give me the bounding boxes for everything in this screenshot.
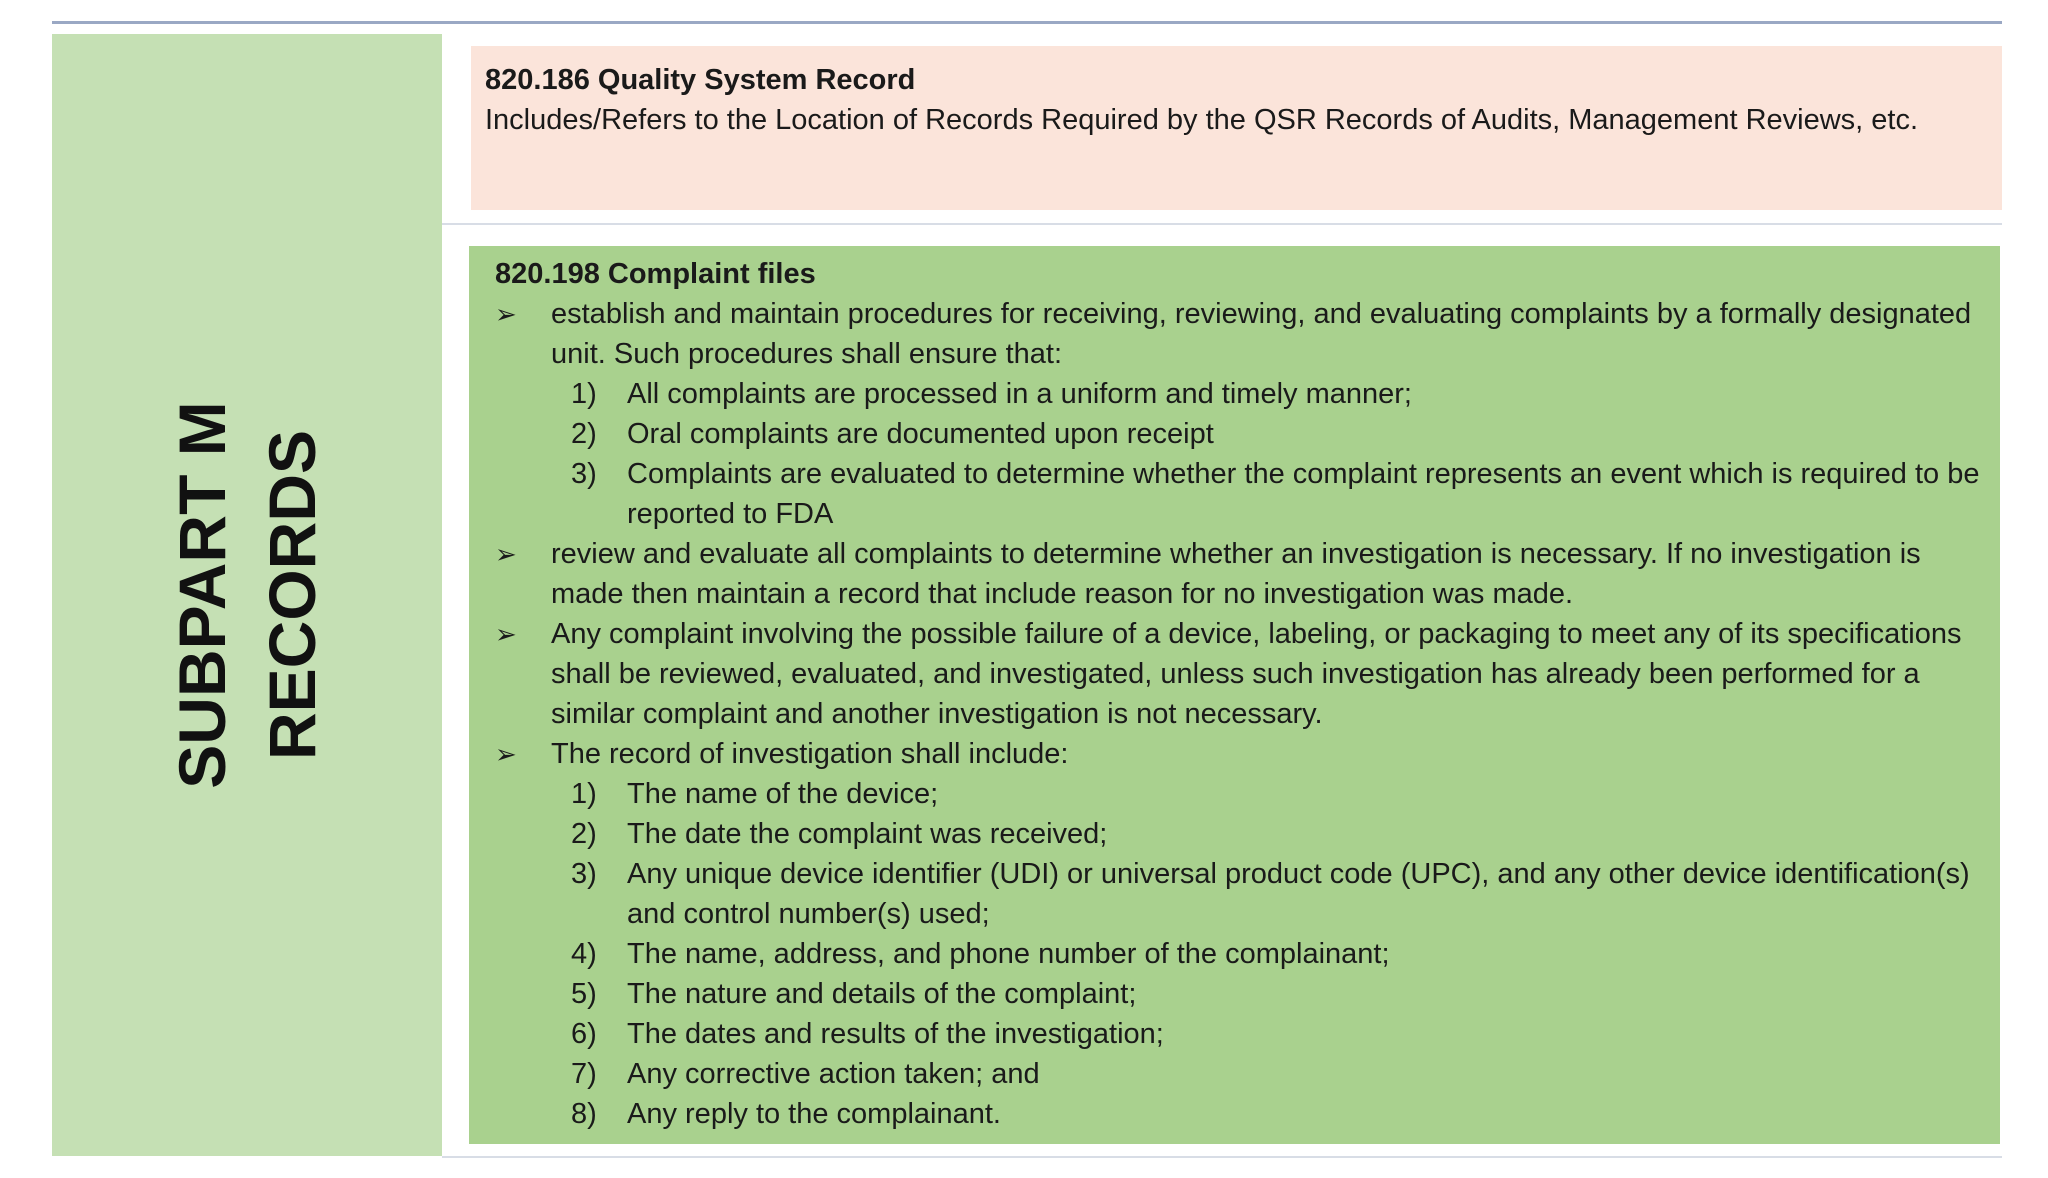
qsr-heading: 820.186 Quality System Record — [485, 64, 916, 96]
list-item — [495, 814, 1980, 854]
list-item — [495, 854, 1980, 934]
list-text: The name of the device; — [627, 778, 939, 810]
list-text: Oral complaints are documented upon receipt — [627, 418, 1214, 450]
bullet-item — [495, 734, 1980, 774]
top-rule — [52, 21, 2002, 24]
quality-system-record-box — [471, 46, 2002, 210]
list-number: 1) — [571, 378, 597, 410]
record-contents-list — [495, 774, 1980, 1134]
section-title-line2: RECORDS — [255, 429, 329, 761]
bullet-text: establish and maintain procedures for receiving, reviewing, and evaluating complaints by a formally designated unit. Such procedures shall ensure that: — [551, 298, 1972, 370]
list-number: 3) — [571, 858, 597, 890]
bullet-item — [495, 294, 1980, 374]
list-text: All complaints are processed in a uniform and timely manner; — [627, 378, 1412, 410]
list-text: Complaints are evaluated to determine whether the complaint represents an event which is required to be reported to FDA — [627, 458, 1980, 530]
list-text: The date the complaint was received; — [627, 818, 1108, 850]
qsr-body: Includes/Refers to the Location of Records Required by the QSR Records of Audits, Management Reviews, etc. — [485, 104, 1919, 136]
bullet-text: Any complaint involving the possible failure of a device, labeling, or packaging to meet any of its specifications shall be reviewed, evaluated, and investigated, unless such investigation has already been performed for a similar complaint and another investigation is not necessary. — [551, 618, 1962, 730]
arrow-bullet-icon: ➢ — [495, 619, 517, 649]
list-item — [495, 414, 1980, 454]
arrow-bullet-icon: ➢ — [495, 539, 517, 569]
list-item — [495, 934, 1980, 974]
bullet-item — [495, 534, 1980, 614]
list-number: 5) — [571, 978, 597, 1010]
list-text: Any reply to the complainant. — [627, 1098, 1001, 1130]
complaint-heading: 820.198 Complaint files — [495, 258, 816, 290]
list-item — [495, 1014, 1980, 1054]
list-item — [495, 374, 1980, 414]
list-item — [495, 454, 1980, 534]
bullet-text: The record of investigation shall include: — [551, 738, 1069, 770]
arrow-bullet-icon: ➢ — [495, 739, 517, 769]
list-number: 2) — [571, 818, 597, 850]
bullet-text: review and evaluate all complaints to determine whether an investigation is necessary. If no investigation is made then maintain a record that include reason for no investigation was made. — [551, 538, 1921, 610]
list-text: The dates and results of the investigation; — [627, 1018, 1164, 1050]
list-number: 6) — [571, 1018, 597, 1050]
bottom-rule — [442, 1156, 2002, 1158]
list-number: 4) — [571, 938, 597, 970]
list-item — [495, 774, 1980, 814]
bullet-item — [495, 614, 1980, 734]
arrow-bullet-icon: ➢ — [495, 299, 517, 329]
list-number: 3) — [571, 458, 597, 490]
divider — [442, 223, 2002, 225]
list-item — [495, 1054, 1980, 1094]
list-number: 1) — [571, 778, 597, 810]
list-number: 8) — [571, 1098, 597, 1130]
list-text: The nature and details of the complaint; — [627, 978, 1137, 1010]
list-text: The name, address, and phone number of the complainant; — [627, 938, 1390, 970]
list-number: 7) — [571, 1058, 597, 1090]
list-item — [495, 1094, 1980, 1134]
list-text: Any corrective action taken; and — [627, 1058, 1040, 1090]
list-item — [495, 974, 1980, 1014]
complaint-files-box — [469, 246, 2000, 1144]
list-text: Any unique device identifier (UDI) or universal product code (UPC), and any other device identification(s) and control number(s) used; — [627, 858, 1970, 930]
procedure-list — [495, 374, 1980, 534]
list-number: 2) — [571, 418, 597, 450]
section-title — [157, 401, 337, 788]
section-title-line1: SUBPART M — [165, 401, 239, 789]
